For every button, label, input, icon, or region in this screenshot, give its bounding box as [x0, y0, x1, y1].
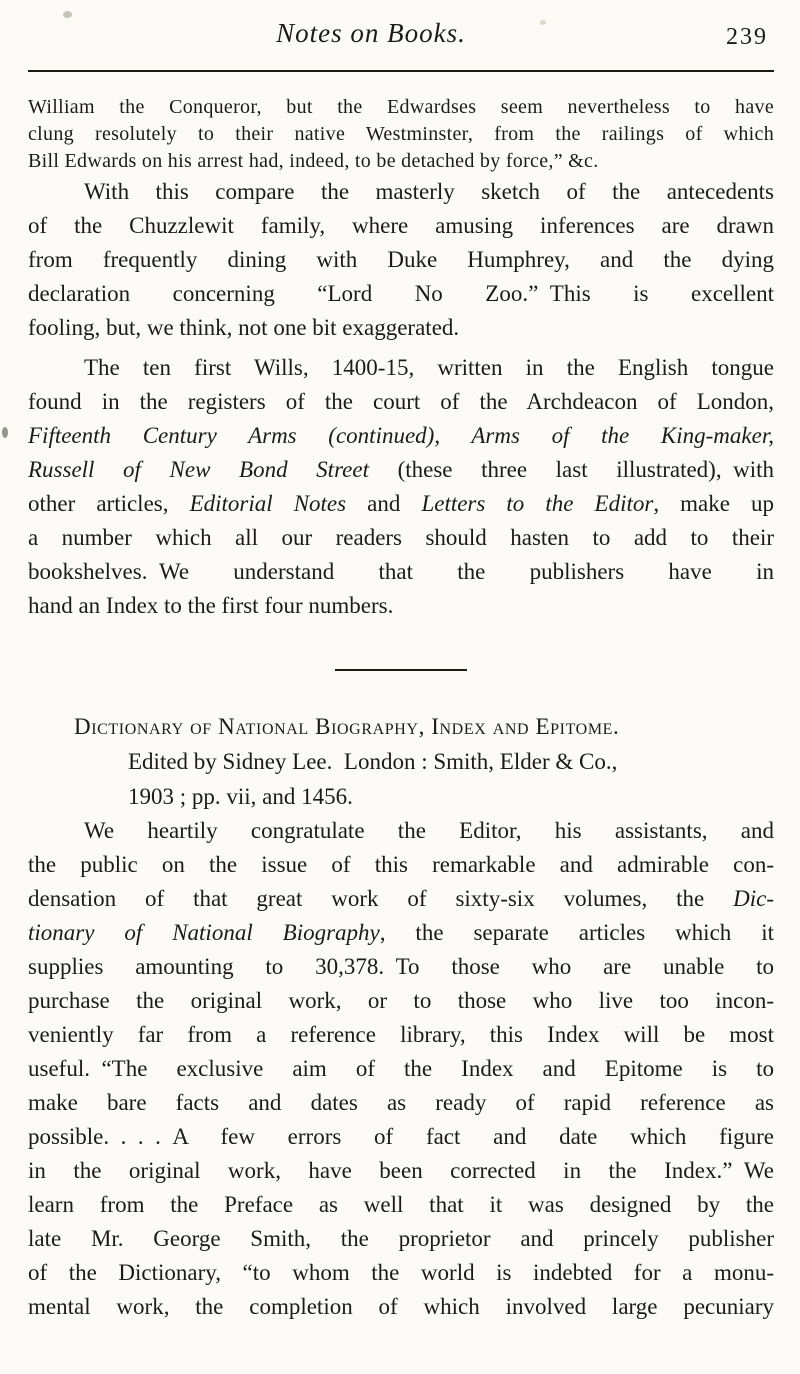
paragraph-chuzzlewit — [28, 175, 774, 345]
body-text: of the Dictionary, “to whom the world is indebted for a monu- — [28, 1260, 774, 1285]
body-text: purchase the original work, or to those who live too incon- — [28, 988, 774, 1013]
body-text: possible. . . . A few errors of fact and date which figure — [28, 1124, 774, 1149]
italic-text: tionary of National Biography — [28, 920, 380, 945]
text-line — [28, 385, 774, 419]
body-text: useful. “The exclusive aim of the Index and Epitome is to — [28, 1056, 774, 1081]
body-text: (these three last illustrated), with — [397, 457, 774, 482]
text-line — [28, 984, 774, 1018]
scan-speck — [2, 427, 8, 438]
italic-text: Letters to the Editor — [421, 491, 654, 516]
text-line — [28, 121, 774, 148]
text-line — [28, 1222, 774, 1256]
paragraph-review — [28, 814, 774, 1324]
text-line — [28, 521, 774, 555]
italic-text: Dic- — [733, 886, 774, 911]
italic-text: Editorial Notes — [189, 491, 347, 516]
text-line — [28, 916, 774, 950]
body-text: of the Chuzzlewit family, where amusing inferences are drawn — [28, 213, 774, 238]
text-line — [28, 1290, 774, 1324]
body-text: hand an Index to the first four numbers. — [28, 593, 394, 618]
text-line — [28, 419, 774, 453]
body-text: the public on the issue of this remarkable and admirable con- — [28, 852, 774, 877]
body-text: late Mr. George Smith, the proprietor and princely publisher — [28, 1226, 774, 1251]
text-line — [28, 148, 774, 175]
body-text: mental work, the completion of which involved large pecuniary — [28, 1294, 774, 1319]
page-number: 239 — [726, 24, 768, 50]
body-text: learn from the Preface as well that it was designed by the — [28, 1192, 774, 1217]
text-line — [28, 1154, 774, 1188]
body-text: , make up — [653, 491, 775, 516]
text-line — [28, 1120, 774, 1154]
text-line — [28, 209, 774, 243]
body-text: from frequently dining with Duke Humphrey, and the dying — [28, 247, 774, 272]
body-text: densation of that great work of sixty-six volumes, the — [28, 886, 734, 911]
page-header — [28, 18, 774, 64]
body-text: make bare facts and dates as ready of rapid reference as — [28, 1090, 774, 1115]
body-text: other articles, — [28, 491, 190, 516]
body-text: bookshelves. We understand that the publishers have in — [28, 559, 774, 584]
text-line — [28, 1086, 774, 1120]
smallcaps-text: Dictionary of National Biography, Index and Epitome. — [74, 714, 620, 739]
body-text: With this compare the masterly sketch of the antecedents — [84, 179, 774, 204]
page-body — [28, 94, 774, 1324]
body-text: veniently far from a reference library, this Index will be most — [28, 1022, 774, 1047]
text-line — [28, 589, 774, 623]
text-line — [28, 1052, 774, 1086]
text-line — [28, 453, 774, 487]
body-text: William the Conqueror, but the Edwardses seem nevertheless to have — [28, 96, 774, 118]
body-text: declaration concerning “Lord No Zoo.” This is excellent — [28, 281, 774, 306]
body-text: and — [346, 491, 422, 516]
running-title: Notes on Books. — [276, 18, 466, 48]
body-text: Edited by Sidney Lee. London : Smith, Elder & Co., — [128, 749, 618, 774]
book-heading — [28, 709, 774, 814]
italic-text: Fifteenth Century Arms (continued), Arms of the King-maker, — [28, 423, 774, 448]
body-text: , the separate articles which it — [379, 920, 774, 945]
text-line — [28, 950, 774, 984]
text-line — [28, 555, 774, 589]
body-text: supplies amounting to 30,378. To those who are unable to — [28, 954, 774, 979]
text-line — [28, 1018, 774, 1052]
body-text: Bill Edwards on his arrest had, indeed, to be detached by force,” &c. — [28, 150, 599, 172]
text-line — [28, 243, 774, 277]
italic-text: Russell of New Bond Street — [28, 457, 398, 482]
text-line — [28, 175, 774, 209]
section-divider — [335, 669, 467, 671]
text-line — [28, 882, 774, 916]
text-line — [28, 94, 774, 121]
quote-continuation — [28, 94, 774, 175]
text-line — [28, 277, 774, 311]
body-text: fooling, but, we think, not one bit exaggerated. — [28, 315, 460, 340]
text-line — [28, 351, 774, 385]
scan-speck — [63, 11, 72, 18]
text-line — [28, 1256, 774, 1290]
text-line — [28, 1188, 774, 1222]
text-line — [28, 744, 774, 779]
body-text: found in the registers of the court of the Archdeacon of London, — [28, 389, 774, 414]
text-line — [28, 709, 774, 744]
body-text: a number which all our readers should hasten to add to their — [28, 525, 774, 550]
text-line — [28, 311, 774, 345]
text-line — [28, 779, 774, 814]
body-text: in the original work, have been corrected in the Index.” We — [28, 1158, 774, 1183]
text-line — [28, 848, 774, 882]
body-text: clung resolutely to their native Westminster, from the railings of which — [28, 123, 774, 145]
paragraph-wills — [28, 351, 774, 623]
body-text: The ten first Wills, 1400-15, written in the English tongue — [84, 355, 774, 380]
header-rule — [28, 70, 774, 72]
text-line — [28, 814, 774, 848]
body-text: We heartily congratulate the Editor, his assistants, and — [84, 818, 774, 843]
text-line — [28, 487, 774, 521]
body-text: 1903 ; pp. vii, and 1456. — [128, 784, 353, 809]
